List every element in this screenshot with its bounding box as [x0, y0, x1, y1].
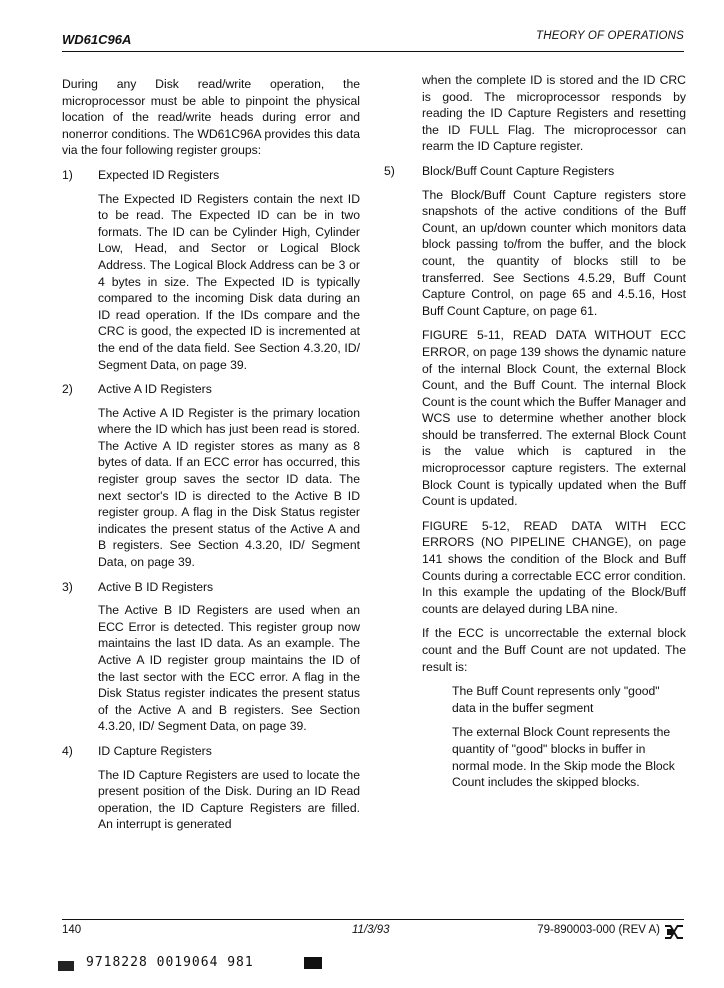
figure-5-11-paragraph: FIGURE 5-11, READ DATA WITHOUT ECC ERROR, on page 139 shows the dynamic nature of the internal Block Count, the external Block Count, and the Buff Count. The internal Block Count is the count which the Buffer Manager and WCS use to determine whether another block should be transferred. The external Block Count is the value which is captured in the microprocessor capture registers. The external Block Count is typically updated when the Buff Count is updated. [422, 328, 687, 509]
document-title: WD61C96A [62, 32, 132, 47]
header-rule [62, 51, 684, 52]
result-block-count: The external Block Count represents the quantity of "good" blocks in buffer in normal mode. In the Skip mode the Block Count includes the skipped blocks. [452, 725, 675, 790]
item-body: The Active A ID Register is the primary location where the ID which has just been read is stored. The Active A ID register stores as many as 8 bytes of data. If an ECC error has occurred, this register group saves the sector ID data. The next sector's ID is directed to the Active B ID register group. A flag in the Disk Status register indicates the present status of the Active A and B registers. See Section 4.3.20, ID/ Segment Data, on page 39. [98, 405, 360, 570]
item-heading: Active A ID Registers [98, 382, 212, 397]
item-number: 2) [62, 382, 73, 397]
footer-date: 11/3/93 [352, 924, 390, 936]
list-item [384, 163, 686, 319]
item-body: The Expected ID Registers contain the next ID to be read. The Expected ID can be in two formats. The ID can be Cylinder High, Cylinder Low, Head, and Sector or Logical Block Address. The Logical Block Address can be 3 or 4 bytes in size. The Expected ID is typically compared to the incoming Disk data during an ID read operation. If the IDs compare and the CRC is good, the expected ID is incremented at the end of the data field. See Section 4.3.20, ID/ Segment Data, on page 39. [98, 191, 360, 372]
item-heading: Active B ID Registers [98, 579, 214, 594]
item-heading: Expected ID Registers [98, 167, 220, 182]
section-title: THEORY OF OPERATIONS [536, 30, 684, 42]
list-item [62, 743, 360, 833]
item-number: 4) [62, 743, 73, 758]
item-number: 1) [62, 167, 73, 182]
document-number: 79-890003-000 (REV A) [537, 924, 660, 936]
figure-paragraph [384, 327, 686, 510]
figure-5-12-paragraph: FIGURE 5-12, READ DATA WITH ECC ERRORS (NO PIPELINE CHANGE), on page 141 shows the condition of the Block and Buff Counts during a correctable ECC error condition. In this example the updating of the Block/Buff counts are delayed during LBA nine. [422, 518, 686, 616]
item-number: 5) [384, 163, 395, 178]
figure-paragraph [384, 518, 686, 618]
barcode-mark-icon [58, 961, 74, 971]
list-item [62, 167, 360, 373]
barcode-text: 9718228 0019064 981 [86, 955, 254, 970]
barcode-end-mark-icon [304, 957, 322, 969]
item-heading: Block/Buff Count Capture Registers [422, 163, 615, 178]
intro-paragraph: During any Disk read/write operation, the microprocessor must be able to pinpoint the physical location of the read/write heads during error and nonerror conditions. The WD61C96A provides this data via the four following register groups: [62, 77, 360, 158]
list-item [62, 381, 360, 571]
item-body: The Active B ID Registers are used when an ECC Error is detected. This register group now maintains the last ID data. As an example. The Active A ID register group maintains the ID of the last sector with the ECC error. A flag in the Disk Status register indicates the present status of the Active A and B registers. See Section 4.3.20, ID/ Segment Data, on page 39. [98, 603, 360, 734]
page-number: 140 [62, 924, 82, 936]
item-body: The ID Capture Registers are used to locate the present position of the Disk. During an ID Read operation, the ID Capture Registers are filled. An interrupt is generated [98, 767, 360, 832]
uncorrectable-paragraph: If the ECC is uncorrectable the external block count and the Buff Count are not updated. The result is: [422, 626, 686, 674]
page-footer [62, 924, 684, 944]
item-body: The Block/Buff Count Capture registers store snapshots of the active conditions of the Buff Count, an up/down counter which monitors data block passing to/from the buffer, and the block count, the quantity of blocks still to be transferred. See Sections 4.5.29, Buff Count Capture Control, on page 65 and 4.5.16, Host Buff Count Capture, on page 61. [422, 187, 686, 318]
continuation-paragraph: when the complete ID is stored and the ID CRC is good. The microprocessor responds by reading the ID Capture Registers and resetting the ID FULL Flag. The microprocessor can rearm the ID Capture register. [422, 73, 686, 154]
continuation-item [384, 72, 686, 155]
item-number: 3) [62, 579, 73, 594]
right-column [384, 72, 686, 799]
uncorrectable-paragraph-wrap [384, 625, 686, 675]
item-heading: ID Capture Registers [98, 743, 212, 758]
footer-rule [62, 919, 684, 920]
company-logo-icon [664, 922, 684, 942]
page-header [62, 28, 684, 50]
result-buff-count: The Buff Count represents only "good" data in the buffer segment [452, 684, 660, 715]
left-column [62, 76, 360, 841]
list-item [62, 579, 360, 735]
